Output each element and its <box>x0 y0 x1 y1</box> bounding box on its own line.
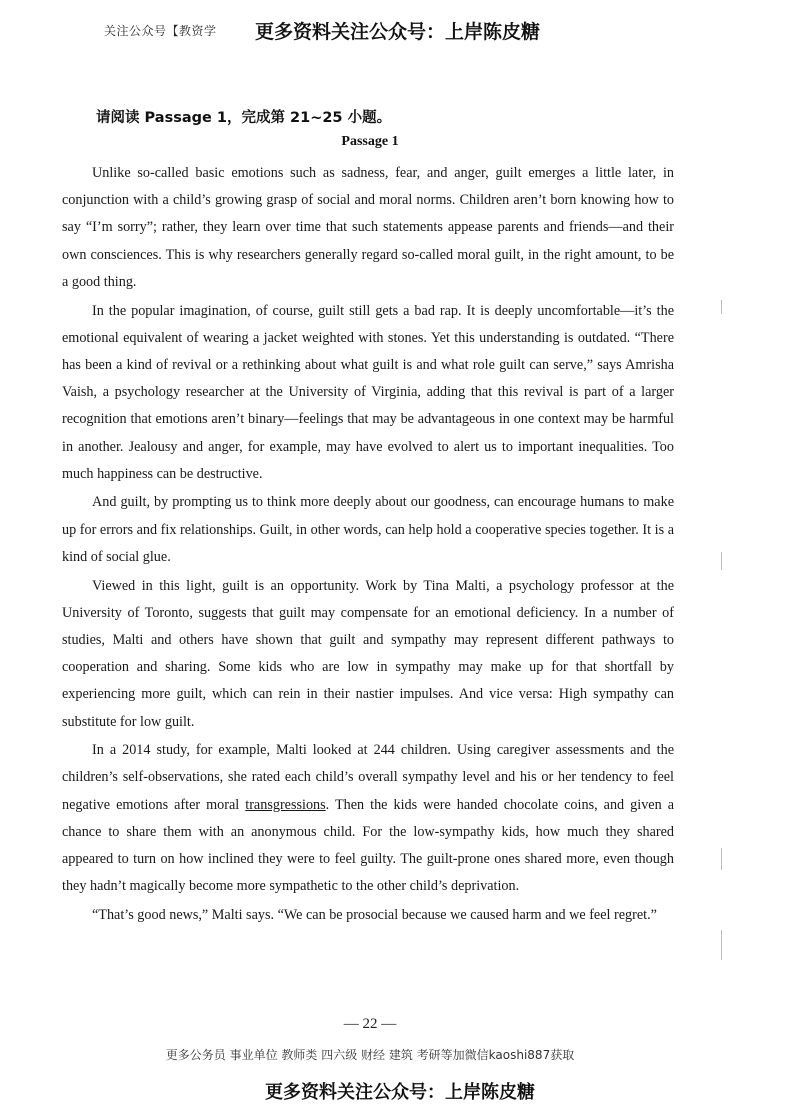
scan-edge-mark <box>721 552 722 570</box>
passage-paragraph-4: Viewed in this light, guilt is an opportunity. Work by Tina Malti, a psychology professor at the University of Toronto, suggests that guilt may compensate for an emotional deficiency. In a number of studies, Malti and others have shown that guilt and sympathy may represent different pathways to cooperation and sharing. Some kids who are low in sympathy may make up for that shortfall by experiencing more guilt, which can rein in their nastier impulses. And vice versa: High sympathy can substitute for low guilt. <box>62 577 674 730</box>
scan-edge-mark <box>721 848 722 870</box>
paragraph-5-text-start: In a 2014 study, for example, Malti looked at 244 children. Using caregiver assessments and the children’s self-observations, she rated each child’s overall sympathy level and his or her tendency to feel negative emotions after moral <box>62 742 674 813</box>
paragraph-5-text-end: . Then the kids were handed chocolate coins, and given a chance to share them with an anonymous child. For the low-sympathy kids, how much they shared appeared to turn on how inclined they were to feel guilty. The guilt-prone ones shared more, even though they hadn’t magically become more sympathetic to the other child’s deprivation. <box>62 796 675 895</box>
passage-paragraph-6: “That’s good news,” Malti says. “We can be prosocial because we caused harm and we feel regret.” <box>92 906 657 923</box>
page-number: — 22 — <box>343 1016 397 1032</box>
footer-watermark-banner: 更多资料关注公众号：上岸陈皮糖 <box>265 1082 535 1103</box>
header-watermark-banner: 更多资料关注公众号：上岸陈皮糖 <box>255 21 541 43</box>
reading-instruction: 请阅读 Passage 1，完成第 21~25 小题。 <box>96 110 392 126</box>
underlined-word-transgressions: transgressions <box>245 796 326 813</box>
header-watermark-small: 关注公众号【教资学 <box>104 24 217 38</box>
passage-paragraph-2: In the popular imagination, of course, guilt still gets a bad rap. It is deeply uncomfortable—it’s the emotional equivalent of wearing a jacket weighted with stones. Yet this understanding is outdated. “There has been a kind of revival or a rethinking about what guilt is and what role guilt can serve,” says Amrisha Vaish, a psychology researcher at the University of Virginia, adding that this revival is part of a larger recognition that emotions aren’t binary—feelings that may be advantageous in one context may be harmful in another. Jealousy and anger, for example, may have evolved to alert us to important inequalities. Too much happiness can be destructive. <box>62 302 674 482</box>
passage-body <box>62 160 674 931</box>
passage-paragraph-5 <box>62 737 674 900</box>
passage-paragraph-1: Unlike so-called basic emotions such as sadness, fear, and anger, guilt emerges a little later, in conjunction with a child’s growing grasp of social and moral norms. Children aren’t born knowing how to say “I’m sorry”; rather, they learn over time that such statements appease parents and friends—and their own consciences. This is why researchers generally regard so-called moral guilt, in the right amount, to be a good thing. <box>62 165 674 290</box>
scan-edge-mark <box>721 300 722 314</box>
passage-paragraph-3: And guilt, by prompting us to think more deeply about our goodness, can encourage humans to make up for errors and fix relationships. Guilt, in other words, can help hold a cooperative species together. It is a kind of social glue. <box>62 494 674 565</box>
scan-edge-mark <box>721 930 722 960</box>
footer-contact-note: 更多公务员 事业单位 教师类 四六级 财经 建筑 考研等加微信kaoshi887获取 <box>165 1048 575 1062</box>
passage-title: Passage 1 <box>341 134 399 149</box>
